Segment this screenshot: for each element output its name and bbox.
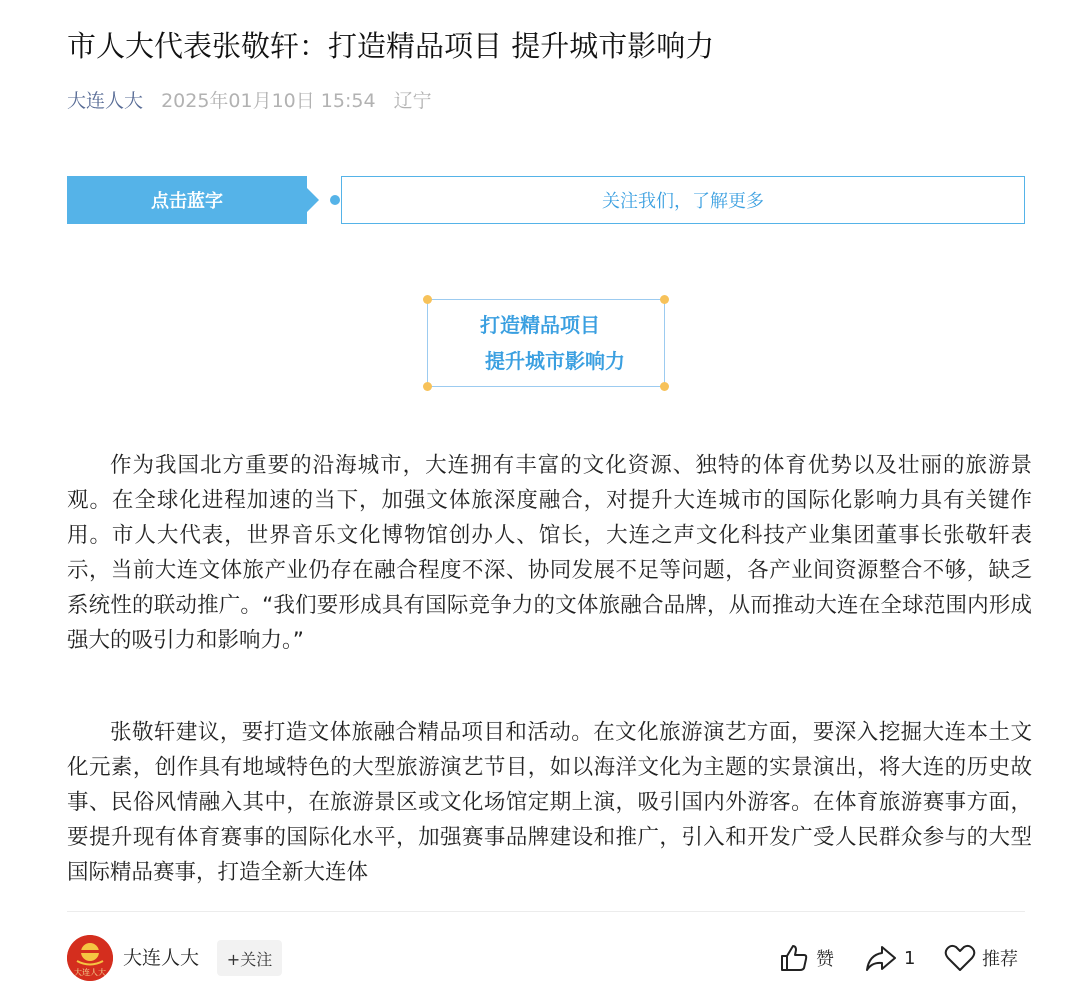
share-arrow-icon <box>864 942 898 974</box>
recommend-button[interactable] <box>944 940 1018 976</box>
emblem-icon <box>67 935 113 981</box>
share-count: 1 <box>904 947 916 969</box>
author-link[interactable]: 大连人大 <box>67 90 144 112</box>
headline-line-2: 提升城市影响力 <box>485 349 625 373</box>
bottom-divider <box>67 911 1025 912</box>
banner-dot <box>330 195 340 205</box>
corner-dot <box>660 382 669 391</box>
account-name[interactable]: 大连人大 <box>123 947 200 969</box>
avatar-caption: 大连人大 <box>74 968 106 977</box>
like-label: 赞 <box>816 949 834 970</box>
heart-icon <box>944 943 976 973</box>
follow-us-banner[interactable]: 关注我们，了解更多 <box>341 176 1025 224</box>
banner-arrow-icon <box>307 188 319 212</box>
corner-dot <box>423 382 432 391</box>
article-meta <box>67 86 432 116</box>
publish-location: 辽宁 <box>393 90 432 112</box>
click-blue-text-banner[interactable]: 点击蓝字 <box>67 176 307 224</box>
article-paragraph: 张敬轩建议，要打造文体旅融合精品项目和活动。在文化旅游演艺方面，要深入挖掘大连本土文化元素，创作具有地域特色的大型旅游演艺节目，如以海洋文化为主题的实景演出，将大连的历史故事、民俗风情融入其中，在旅游景区或文化场馆定期上演，吸引国内外游客。在体育旅游赛事方面，要提升现有体育赛事的国际化水平，加强赛事品牌建设和推广，引入和开发广受人民群众参与的大型国际精品赛事，打造全新大连体 <box>67 720 1032 885</box>
thumbs-up-icon <box>778 942 810 974</box>
headline-line-1: 打造精品项目 <box>480 313 600 337</box>
headline-box <box>427 299 665 387</box>
corner-dot <box>423 295 432 304</box>
publish-date: 2025年01月10日 15:54 <box>161 90 376 112</box>
account-avatar[interactable] <box>67 935 113 981</box>
article-paragraph: 作为我国北方重要的沿海城市，大连拥有丰富的文化资源、独特的体育优势以及壮丽的旅游景观。在全球化进程加速的当下，加强文体旅深度融合，对提升大连城市的国际化影响力具有关键作用。市人大代表，世界音乐文化博物馆创办人、馆长，大连之声文化科技产业集团董事长张敬轩表示，当前大连文体旅产业仍存在融合程度不深、协同发展不足等问题，各产业间资源整合不够，缺乏系统性的联动推广。“我们要形成具有国际竞争力的文体旅融合品牌，从而推动大连在全球范围内形成强大的吸引力和影响力。” <box>67 453 1032 653</box>
like-button[interactable] <box>778 940 834 976</box>
share-button[interactable] <box>864 940 915 976</box>
article-title: 市人大代表张敬轩：打造精品项目 提升城市影响力 <box>67 29 715 63</box>
recommend-label: 推荐 <box>982 949 1018 970</box>
follow-button[interactable]: +关注 <box>217 940 282 976</box>
corner-dot <box>660 295 669 304</box>
